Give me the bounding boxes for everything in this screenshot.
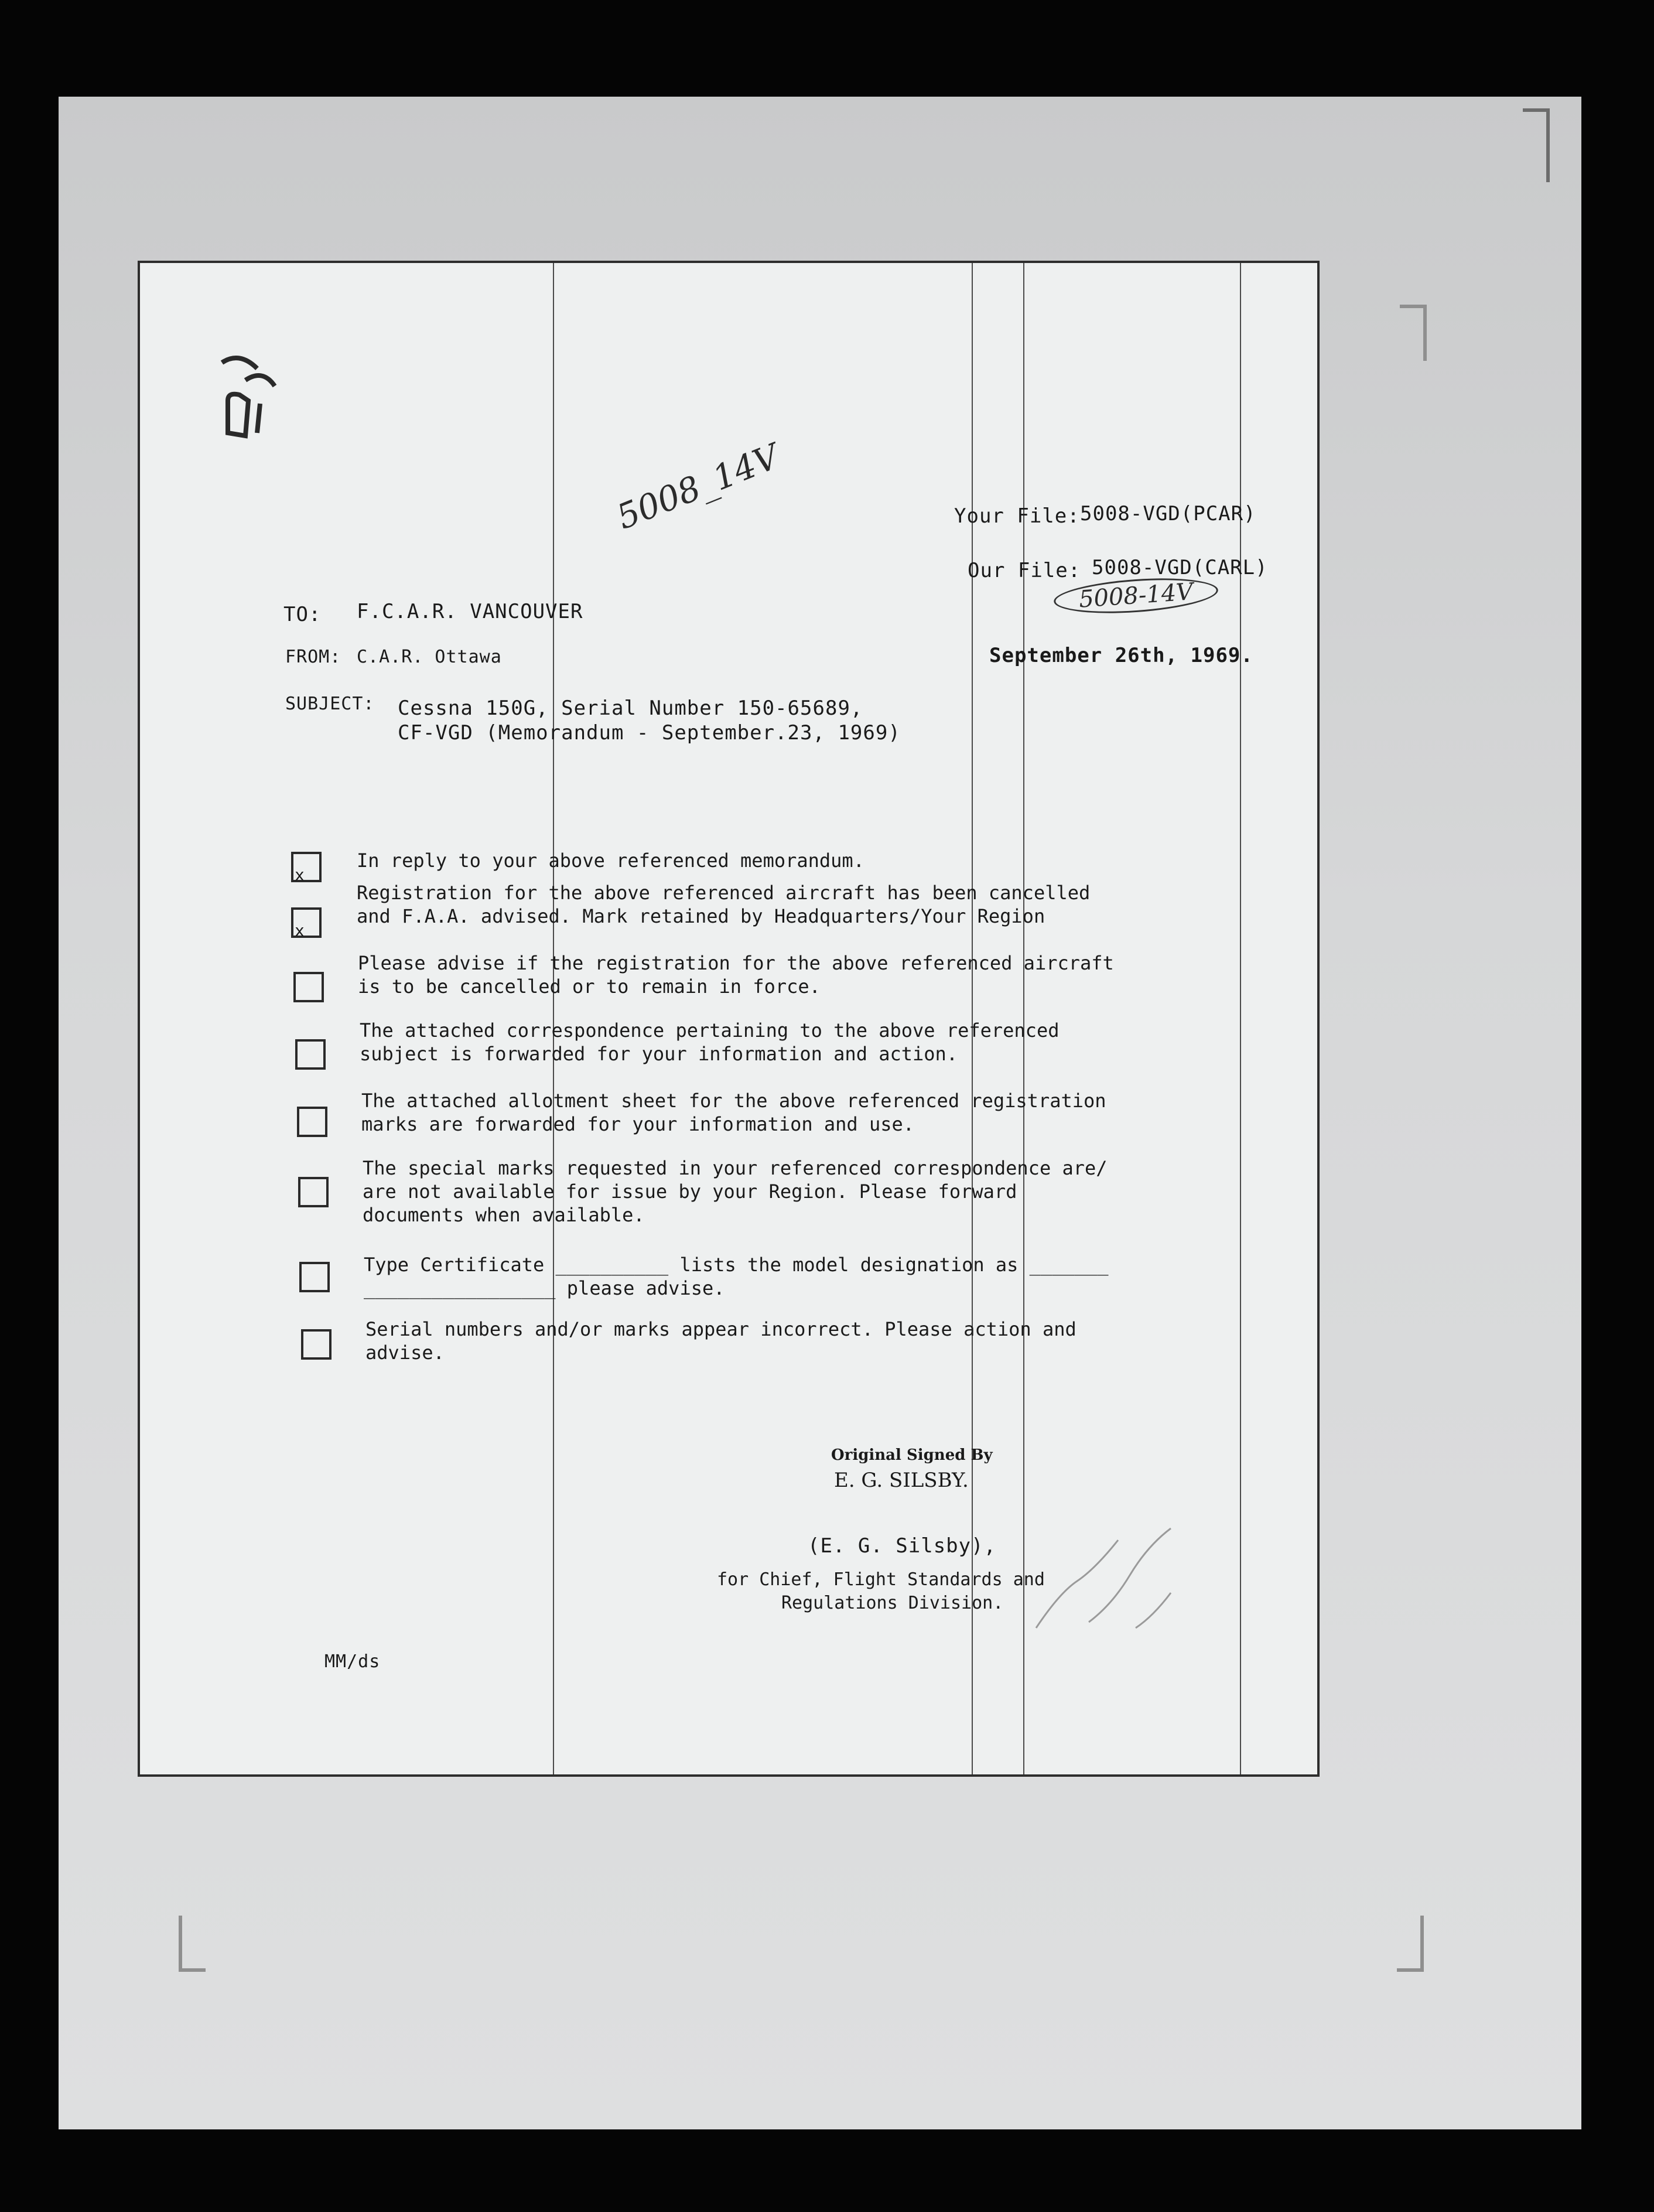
subject-line-1: Cessna 150G, Serial Number 150-65689, (398, 697, 863, 720)
checkbox-attached-correspondence[interactable] (295, 1039, 326, 1070)
checklist-item: The attached correspondence pertaining to the above referenced subject is forwarded for your information and action. (360, 1019, 1060, 1065)
signatory-name: (E. G. Silsby), (808, 1534, 997, 1558)
memo-date: September 26th, 1969. (989, 644, 1253, 667)
faint-margin-scribble (1024, 1493, 1218, 1640)
checklist-item: The attached allotment sheet for the above referenced registration marks are forwarded for your information and use. (361, 1090, 1106, 1135)
our-file-label: Our File: (968, 559, 1081, 582)
checkbox-type-certificate[interactable] (299, 1262, 330, 1292)
crop-mark-top-right (1400, 305, 1427, 361)
memo-sheet (138, 261, 1320, 1777)
handwritten-file-number: 5008_14V (611, 436, 785, 537)
crop-mark-bottom-right (1397, 1916, 1424, 1972)
checkbox-advise-registration[interactable] (293, 972, 324, 1002)
signature-stamp-line-2: E. G. SILSBY. (834, 1469, 969, 1492)
checkbox-registration-cancelled[interactable] (291, 907, 322, 938)
crop-mark-bottom-left (179, 1916, 206, 1972)
handwritten-our-file: 5008-14V (1052, 574, 1219, 617)
subject-line-2: CF-VGD (Memorandum - September.23, 1969) (398, 721, 901, 745)
signature-stamp-line-1: Original Signed By (831, 1446, 993, 1464)
check-mark: x (295, 865, 305, 885)
signatory-title-line-1: for Chief, Flight Standards and (717, 1569, 1045, 1590)
to-value: F.C.A.R. VANCOUVER (357, 600, 583, 623)
crop-mark-top-right-outer (1523, 108, 1550, 182)
signatory-title-line-2: Regulations Division. (781, 1593, 1004, 1613)
from-value: C.A.R. Ottawa (357, 647, 502, 667)
to-label: TO: (283, 603, 322, 626)
checklist-item: Please advise if the registration for the above referenced aircraft is to be cancelled or to remain in force. (358, 952, 1114, 998)
your-file-value: 5008-VGD(PCAR) (1080, 502, 1256, 525)
checklist-item: In reply to your above referenced memorandum. (357, 849, 864, 872)
checkbox-serial-incorrect[interactable] (301, 1329, 332, 1360)
checklist-item: Type Certificate __________ lists the model designation as _______ _________________ please advise. (364, 1254, 1109, 1299)
your-file-label: Your File: (954, 504, 1080, 528)
checklist-item: Registration for the above referenced aircraft has been cancelled and F.A.A. advised. Mark retained by Headquarters/Your Region (357, 882, 1091, 927)
from-label: FROM: (285, 647, 341, 667)
checkbox-reply[interactable] (291, 852, 322, 885)
checkbox-allotment-sheet[interactable] (297, 1107, 327, 1137)
checklist-item: Serial numbers and/or marks appear incorrect. Please action and advise. (365, 1318, 1077, 1364)
our-file-value: 5008-VGD(CARL) (1092, 556, 1268, 579)
fold-line (1240, 263, 1241, 1774)
subject-label: SUBJECT: (285, 694, 375, 714)
check-mark: x (295, 921, 305, 940)
checklist-item: The special marks requested in your referenced correspondence are/ are not available for issue by your Region. Please forward documents when available. (363, 1157, 1108, 1226)
checkbox-special-marks[interactable] (298, 1177, 329, 1207)
corner-scribble (204, 298, 298, 450)
typist-initials: MM/ds (324, 1651, 381, 1672)
